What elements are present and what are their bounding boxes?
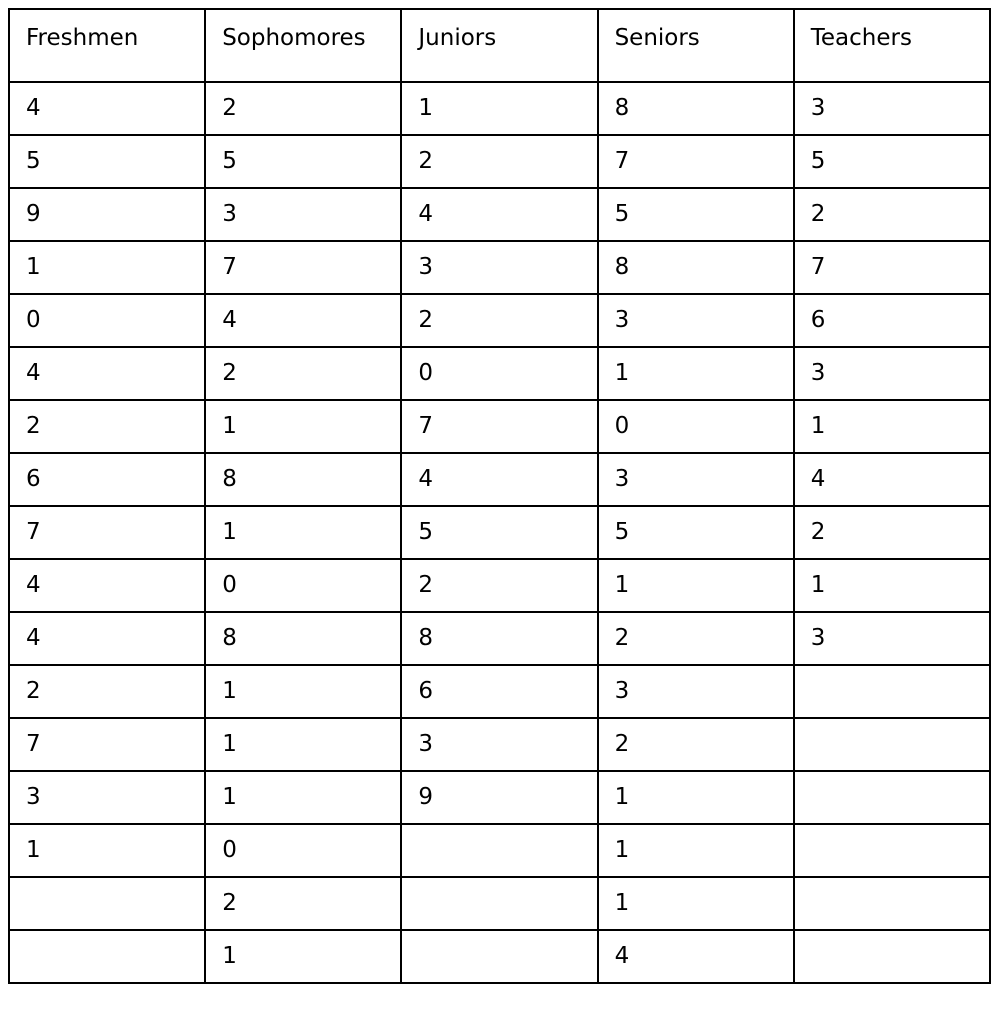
header-row bbox=[9, 9, 990, 82]
table-cell: 7 bbox=[598, 135, 794, 188]
table-row bbox=[9, 559, 990, 612]
table-cell: 2 bbox=[401, 294, 597, 347]
table-cell: 2 bbox=[794, 506, 990, 559]
table-cell: 3 bbox=[794, 612, 990, 665]
table-cell: 1 bbox=[598, 877, 794, 930]
table-cell: 0 bbox=[205, 559, 401, 612]
table-cell: 1 bbox=[794, 559, 990, 612]
table-cell: 1 bbox=[205, 718, 401, 771]
table-cell: 5 bbox=[598, 188, 794, 241]
table-cell: 1 bbox=[794, 400, 990, 453]
header-sophomores: Sophomores bbox=[205, 9, 401, 82]
table-cell: 3 bbox=[598, 294, 794, 347]
table-row bbox=[9, 718, 990, 771]
table-row bbox=[9, 665, 990, 718]
table-cell: 4 bbox=[9, 612, 205, 665]
table-cell: 1 bbox=[598, 347, 794, 400]
table-cell: 1 bbox=[401, 82, 597, 135]
table-cell: 9 bbox=[9, 188, 205, 241]
table-cell: 1 bbox=[205, 771, 401, 824]
table-cell: 3 bbox=[205, 188, 401, 241]
data-table bbox=[8, 8, 991, 984]
table-cell: 2 bbox=[598, 718, 794, 771]
table-cell: 3 bbox=[9, 771, 205, 824]
table-cell bbox=[9, 930, 205, 983]
table-row bbox=[9, 877, 990, 930]
table-cell: 6 bbox=[9, 453, 205, 506]
table-cell: 6 bbox=[401, 665, 597, 718]
table-row bbox=[9, 930, 990, 983]
table-cell: 1 bbox=[598, 771, 794, 824]
table-row bbox=[9, 135, 990, 188]
table-body bbox=[9, 82, 990, 983]
table-cell bbox=[794, 771, 990, 824]
table-cell: 5 bbox=[794, 135, 990, 188]
table-cell: 0 bbox=[401, 347, 597, 400]
table-cell: 2 bbox=[598, 612, 794, 665]
header-juniors: Juniors bbox=[401, 9, 597, 82]
table-cell: 2 bbox=[205, 877, 401, 930]
table-cell: 3 bbox=[794, 82, 990, 135]
table-cell: 3 bbox=[401, 241, 597, 294]
header-seniors: Seniors bbox=[598, 9, 794, 82]
table-cell bbox=[401, 824, 597, 877]
table-header bbox=[9, 9, 990, 82]
table-cell: 0 bbox=[598, 400, 794, 453]
table-cell: 1 bbox=[205, 506, 401, 559]
table-cell: 4 bbox=[9, 82, 205, 135]
table-row bbox=[9, 824, 990, 877]
table-row bbox=[9, 294, 990, 347]
table-cell: 6 bbox=[794, 294, 990, 347]
table-cell: 8 bbox=[598, 82, 794, 135]
table-cell: 5 bbox=[9, 135, 205, 188]
table-cell: 1 bbox=[205, 400, 401, 453]
table-cell: 2 bbox=[9, 400, 205, 453]
table-cell: 7 bbox=[401, 400, 597, 453]
table-cell: 1 bbox=[9, 241, 205, 294]
table-cell: 5 bbox=[401, 506, 597, 559]
table-cell bbox=[401, 877, 597, 930]
table-cell: 4 bbox=[401, 453, 597, 506]
table-cell bbox=[401, 930, 597, 983]
table-cell: 0 bbox=[9, 294, 205, 347]
table-cell: 2 bbox=[9, 665, 205, 718]
table-row bbox=[9, 453, 990, 506]
table-container bbox=[8, 8, 991, 984]
table-row bbox=[9, 400, 990, 453]
table-row bbox=[9, 506, 990, 559]
table-cell: 1 bbox=[205, 930, 401, 983]
table-cell bbox=[9, 877, 205, 930]
table-cell: 3 bbox=[794, 347, 990, 400]
table-row bbox=[9, 771, 990, 824]
table-cell: 7 bbox=[9, 718, 205, 771]
table-row bbox=[9, 347, 990, 400]
table-cell bbox=[794, 877, 990, 930]
table-cell: 4 bbox=[205, 294, 401, 347]
table-cell bbox=[794, 665, 990, 718]
table-cell bbox=[794, 824, 990, 877]
table-cell: 8 bbox=[598, 241, 794, 294]
table-cell: 1 bbox=[598, 559, 794, 612]
table-cell: 2 bbox=[401, 559, 597, 612]
table-cell: 8 bbox=[401, 612, 597, 665]
table-cell: 7 bbox=[794, 241, 990, 294]
table-cell: 1 bbox=[598, 824, 794, 877]
table-row bbox=[9, 188, 990, 241]
table-row bbox=[9, 82, 990, 135]
table-row bbox=[9, 612, 990, 665]
table-cell: 7 bbox=[9, 506, 205, 559]
table-cell: 4 bbox=[9, 559, 205, 612]
header-freshmen: Freshmen bbox=[9, 9, 205, 82]
table-cell: 3 bbox=[598, 665, 794, 718]
table-cell: 7 bbox=[205, 241, 401, 294]
table-cell: 8 bbox=[205, 453, 401, 506]
table-cell: 8 bbox=[205, 612, 401, 665]
table-cell: 3 bbox=[598, 453, 794, 506]
table-cell: 2 bbox=[205, 347, 401, 400]
table-cell: 5 bbox=[205, 135, 401, 188]
table-cell: 1 bbox=[205, 665, 401, 718]
table-cell: 0 bbox=[205, 824, 401, 877]
table-cell: 4 bbox=[598, 930, 794, 983]
table-cell bbox=[794, 718, 990, 771]
table-cell bbox=[794, 930, 990, 983]
table-cell: 2 bbox=[205, 82, 401, 135]
table-cell: 4 bbox=[794, 453, 990, 506]
table-row bbox=[9, 241, 990, 294]
table-cell: 4 bbox=[9, 347, 205, 400]
table-cell: 2 bbox=[401, 135, 597, 188]
table-cell: 4 bbox=[401, 188, 597, 241]
table-cell: 5 bbox=[598, 506, 794, 559]
header-teachers: Teachers bbox=[794, 9, 990, 82]
table-cell: 1 bbox=[9, 824, 205, 877]
table-cell: 9 bbox=[401, 771, 597, 824]
table-cell: 3 bbox=[401, 718, 597, 771]
table-cell: 2 bbox=[794, 188, 990, 241]
